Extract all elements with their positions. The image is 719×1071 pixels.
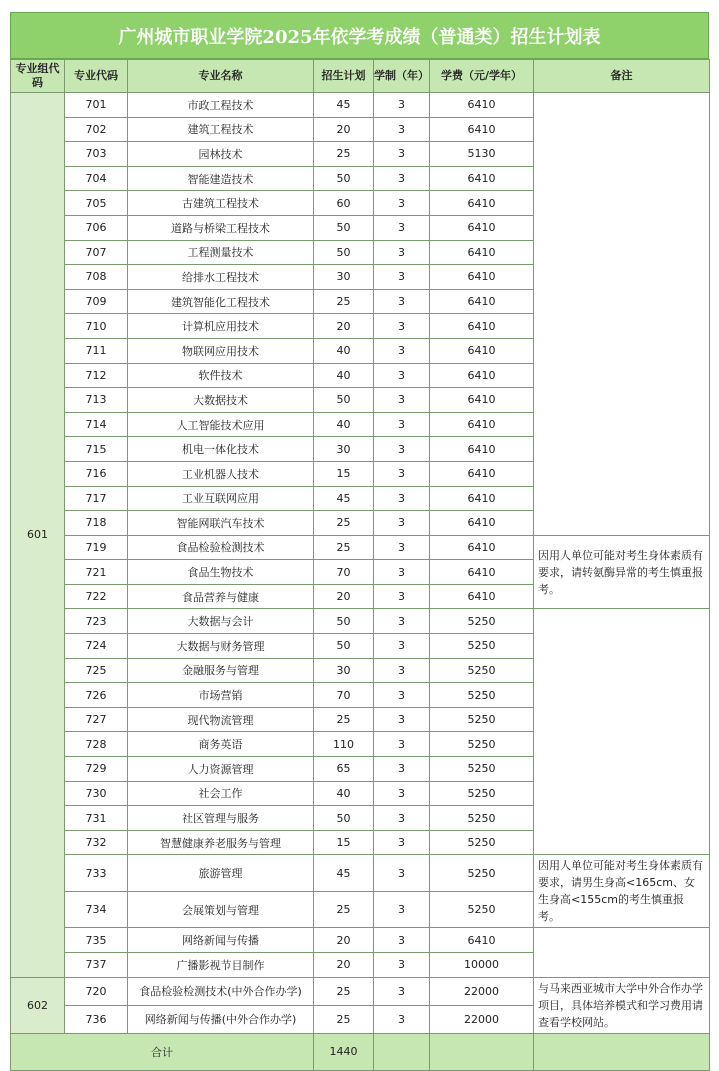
study-years: 3 bbox=[374, 891, 430, 928]
plan-count: 20 bbox=[314, 953, 374, 978]
major-name: 食品检验检测技术 bbox=[128, 535, 314, 560]
plan-count: 110 bbox=[314, 732, 374, 757]
plan-count: 40 bbox=[314, 412, 374, 437]
study-years: 3 bbox=[374, 584, 430, 609]
study-years: 3 bbox=[374, 461, 430, 486]
study-years: 3 bbox=[374, 732, 430, 757]
plan-document bbox=[10, 12, 709, 1071]
tuition-fee: 6410 bbox=[430, 486, 534, 511]
study-years: 3 bbox=[374, 117, 430, 142]
note-empty bbox=[534, 609, 710, 855]
plan-count: 30 bbox=[314, 658, 374, 683]
plan-count: 40 bbox=[314, 338, 374, 363]
plan-count: 25 bbox=[314, 707, 374, 732]
major-code: 721 bbox=[65, 560, 128, 585]
study-years: 3 bbox=[374, 658, 430, 683]
plan-count: 20 bbox=[314, 117, 374, 142]
major-name: 古建筑工程技术 bbox=[128, 191, 314, 216]
header-row bbox=[11, 60, 710, 93]
tuition-fee: 6410 bbox=[430, 93, 534, 118]
tuition-fee: 6410 bbox=[430, 388, 534, 413]
page-title: 广州城市职业学院2025年依学考成绩（普通类）招生计划表 bbox=[10, 12, 709, 59]
plan-count: 20 bbox=[314, 928, 374, 953]
study-years: 3 bbox=[374, 166, 430, 191]
major-code: 708 bbox=[65, 265, 128, 290]
study-years: 3 bbox=[374, 437, 430, 462]
major-code: 731 bbox=[65, 806, 128, 831]
header-notes: 备注 bbox=[534, 60, 710, 93]
major-name: 工业互联网应用 bbox=[128, 486, 314, 511]
plan-count: 20 bbox=[314, 584, 374, 609]
major-code: 723 bbox=[65, 609, 128, 634]
tuition-fee: 6410 bbox=[430, 511, 534, 536]
major-code: 710 bbox=[65, 314, 128, 339]
tuition-fee: 6410 bbox=[430, 265, 534, 290]
study-years: 3 bbox=[374, 289, 430, 314]
table-row bbox=[11, 609, 710, 634]
major-code: 727 bbox=[65, 707, 128, 732]
tuition-fee: 5250 bbox=[430, 781, 534, 806]
major-code: 714 bbox=[65, 412, 128, 437]
major-code: 722 bbox=[65, 584, 128, 609]
major-code: 711 bbox=[65, 338, 128, 363]
major-name: 食品生物技术 bbox=[128, 560, 314, 585]
study-years: 3 bbox=[374, 535, 430, 560]
tuition-fee: 5130 bbox=[430, 142, 534, 167]
header-major-code: 专业代码 bbox=[65, 60, 128, 93]
major-code: 735 bbox=[65, 928, 128, 953]
header-group-code: 专业组代码 bbox=[11, 60, 65, 93]
plan-count: 50 bbox=[314, 634, 374, 659]
tuition-fee: 5250 bbox=[430, 707, 534, 732]
plan-count: 50 bbox=[314, 388, 374, 413]
major-name: 物联网应用技术 bbox=[128, 338, 314, 363]
tuition-fee: 5250 bbox=[430, 658, 534, 683]
group-code: 601 bbox=[11, 93, 65, 978]
major-name: 智慧健康养老服务与管理 bbox=[128, 830, 314, 855]
tuition-fee: 6410 bbox=[430, 535, 534, 560]
total-row bbox=[11, 1033, 710, 1070]
major-code: 724 bbox=[65, 634, 128, 659]
major-code: 726 bbox=[65, 683, 128, 708]
total-plan: 1440 bbox=[314, 1033, 374, 1070]
major-name: 计算机应用技术 bbox=[128, 314, 314, 339]
major-name: 建筑工程技术 bbox=[128, 117, 314, 142]
plan-count: 25 bbox=[314, 1005, 374, 1033]
header-major-name: 专业名称 bbox=[128, 60, 314, 93]
header-fee: 学费（元/学年） bbox=[430, 60, 534, 93]
study-years: 3 bbox=[374, 757, 430, 782]
tuition-fee: 5250 bbox=[430, 806, 534, 831]
major-code: 702 bbox=[65, 117, 128, 142]
study-years: 3 bbox=[374, 609, 430, 634]
major-code: 709 bbox=[65, 289, 128, 314]
plan-count: 40 bbox=[314, 363, 374, 388]
total-empty-years bbox=[374, 1033, 430, 1070]
study-years: 3 bbox=[374, 806, 430, 831]
major-code: 720 bbox=[65, 977, 128, 1005]
major-name: 建筑智能化工程技术 bbox=[128, 289, 314, 314]
study-years: 3 bbox=[374, 93, 430, 118]
note-height: 因用人单位可能对考生身体素质有要求，请男生身高<165cm、女生身高<155cm的考生慎重报考。 bbox=[534, 855, 710, 928]
plan-count: 25 bbox=[314, 511, 374, 536]
tuition-fee: 6410 bbox=[430, 412, 534, 437]
tuition-fee: 6410 bbox=[430, 117, 534, 142]
tuition-fee: 6410 bbox=[430, 560, 534, 585]
tuition-fee: 6410 bbox=[430, 338, 534, 363]
plan-count: 30 bbox=[314, 437, 374, 462]
major-code: 715 bbox=[65, 437, 128, 462]
study-years: 3 bbox=[374, 707, 430, 732]
plan-count: 15 bbox=[314, 830, 374, 855]
plan-count: 25 bbox=[314, 977, 374, 1005]
tuition-fee: 6410 bbox=[430, 314, 534, 339]
table-body bbox=[11, 93, 710, 1071]
major-name: 大数据与会计 bbox=[128, 609, 314, 634]
plan-count: 60 bbox=[314, 191, 374, 216]
tuition-fee: 5250 bbox=[430, 609, 534, 634]
tuition-fee: 6410 bbox=[430, 215, 534, 240]
major-name: 人工智能技术应用 bbox=[128, 412, 314, 437]
major-name: 给排水工程技术 bbox=[128, 265, 314, 290]
major-name: 园林技术 bbox=[128, 142, 314, 167]
plan-count: 70 bbox=[314, 560, 374, 585]
major-code: 733 bbox=[65, 855, 128, 892]
table-row bbox=[11, 535, 710, 560]
plan-count: 65 bbox=[314, 757, 374, 782]
major-code: 716 bbox=[65, 461, 128, 486]
tuition-fee: 22000 bbox=[430, 977, 534, 1005]
tuition-fee: 6410 bbox=[430, 191, 534, 216]
tuition-fee: 5250 bbox=[430, 891, 534, 928]
study-years: 3 bbox=[374, 683, 430, 708]
study-years: 3 bbox=[374, 830, 430, 855]
study-years: 3 bbox=[374, 486, 430, 511]
tuition-fee: 6410 bbox=[430, 289, 534, 314]
study-years: 3 bbox=[374, 338, 430, 363]
tuition-fee: 6410 bbox=[430, 437, 534, 462]
total-label: 合计 bbox=[11, 1033, 314, 1070]
study-years: 3 bbox=[374, 781, 430, 806]
plan-count: 45 bbox=[314, 486, 374, 511]
tuition-fee: 5250 bbox=[430, 634, 534, 659]
major-code: 728 bbox=[65, 732, 128, 757]
major-name: 机电一体化技术 bbox=[128, 437, 314, 462]
major-code: 719 bbox=[65, 535, 128, 560]
major-name: 会展策划与管理 bbox=[128, 891, 314, 928]
study-years: 3 bbox=[374, 953, 430, 978]
major-name: 现代物流管理 bbox=[128, 707, 314, 732]
study-years: 3 bbox=[374, 855, 430, 892]
table-row bbox=[11, 928, 710, 953]
plan-count: 50 bbox=[314, 215, 374, 240]
major-code: 713 bbox=[65, 388, 128, 413]
major-code: 704 bbox=[65, 166, 128, 191]
plan-count: 50 bbox=[314, 806, 374, 831]
note-joint: 与马来西亚城市大学中外合作办学项目，具体培养模式和学习费用请查看学校网站。 bbox=[534, 977, 710, 1033]
tuition-fee: 6410 bbox=[430, 928, 534, 953]
major-code: 707 bbox=[65, 240, 128, 265]
plan-count: 25 bbox=[314, 289, 374, 314]
header-plan: 招生计划 bbox=[314, 60, 374, 93]
major-code: 703 bbox=[65, 142, 128, 167]
major-name: 大数据技术 bbox=[128, 388, 314, 413]
major-name: 商务英语 bbox=[128, 732, 314, 757]
note-food: 因用人单位可能对考生身体素质有要求，请转氨酶异常的考生慎重报考。 bbox=[534, 535, 710, 609]
major-code: 732 bbox=[65, 830, 128, 855]
study-years: 3 bbox=[374, 363, 430, 388]
major-code: 725 bbox=[65, 658, 128, 683]
study-years: 3 bbox=[374, 265, 430, 290]
major-name: 广播影视节目制作 bbox=[128, 953, 314, 978]
table-row bbox=[11, 977, 710, 1005]
plan-count: 25 bbox=[314, 535, 374, 560]
major-name: 大数据与财务管理 bbox=[128, 634, 314, 659]
major-code: 706 bbox=[65, 215, 128, 240]
enrollment-plan-table bbox=[10, 59, 710, 1071]
study-years: 3 bbox=[374, 314, 430, 339]
major-name: 智能网联汽车技术 bbox=[128, 511, 314, 536]
tuition-fee: 6410 bbox=[430, 584, 534, 609]
plan-count: 20 bbox=[314, 314, 374, 339]
major-code: 718 bbox=[65, 511, 128, 536]
plan-count: 50 bbox=[314, 609, 374, 634]
major-name: 食品营养与健康 bbox=[128, 584, 314, 609]
plan-count: 45 bbox=[314, 855, 374, 892]
study-years: 3 bbox=[374, 388, 430, 413]
header-years: 学制（年） bbox=[374, 60, 430, 93]
study-years: 3 bbox=[374, 412, 430, 437]
plan-count: 30 bbox=[314, 265, 374, 290]
major-name: 道路与桥梁工程技术 bbox=[128, 215, 314, 240]
plan-count: 25 bbox=[314, 891, 374, 928]
major-name: 旅游管理 bbox=[128, 855, 314, 892]
tuition-fee: 6410 bbox=[430, 363, 534, 388]
major-name: 社会工作 bbox=[128, 781, 314, 806]
tuition-fee: 5250 bbox=[430, 830, 534, 855]
plan-count: 45 bbox=[314, 93, 374, 118]
major-code: 729 bbox=[65, 757, 128, 782]
plan-count: 70 bbox=[314, 683, 374, 708]
major-name: 网络新闻与传播 bbox=[128, 928, 314, 953]
study-years: 3 bbox=[374, 977, 430, 1005]
plan-count: 25 bbox=[314, 142, 374, 167]
major-name: 人力资源管理 bbox=[128, 757, 314, 782]
major-name: 社区管理与服务 bbox=[128, 806, 314, 831]
group-code: 602 bbox=[11, 977, 65, 1033]
major-name: 智能建造技术 bbox=[128, 166, 314, 191]
major-name: 工业机器人技术 bbox=[128, 461, 314, 486]
major-code: 701 bbox=[65, 93, 128, 118]
study-years: 3 bbox=[374, 634, 430, 659]
major-name: 金融服务与管理 bbox=[128, 658, 314, 683]
total-empty-notes bbox=[534, 1033, 710, 1070]
tuition-fee: 6410 bbox=[430, 166, 534, 191]
major-code: 712 bbox=[65, 363, 128, 388]
major-name: 市场营销 bbox=[128, 683, 314, 708]
study-years: 3 bbox=[374, 191, 430, 216]
table-row bbox=[11, 93, 710, 118]
note-empty bbox=[534, 928, 710, 977]
study-years: 3 bbox=[374, 240, 430, 265]
major-name: 软件技术 bbox=[128, 363, 314, 388]
major-code: 730 bbox=[65, 781, 128, 806]
study-years: 3 bbox=[374, 215, 430, 240]
plan-count: 50 bbox=[314, 240, 374, 265]
tuition-fee: 5250 bbox=[430, 683, 534, 708]
major-code: 737 bbox=[65, 953, 128, 978]
major-name: 市政工程技术 bbox=[128, 93, 314, 118]
major-name: 食品检验检测技术(中外合作办学) bbox=[128, 977, 314, 1005]
tuition-fee: 5250 bbox=[430, 732, 534, 757]
study-years: 3 bbox=[374, 1005, 430, 1033]
study-years: 3 bbox=[374, 511, 430, 536]
note-empty bbox=[534, 93, 710, 536]
table-row bbox=[11, 855, 710, 892]
major-code: 734 bbox=[65, 891, 128, 928]
tuition-fee: 22000 bbox=[430, 1005, 534, 1033]
study-years: 3 bbox=[374, 928, 430, 953]
tuition-fee: 5250 bbox=[430, 757, 534, 782]
plan-count: 50 bbox=[314, 166, 374, 191]
plan-count: 40 bbox=[314, 781, 374, 806]
plan-count: 15 bbox=[314, 461, 374, 486]
tuition-fee: 6410 bbox=[430, 461, 534, 486]
total-empty-fee bbox=[430, 1033, 534, 1070]
tuition-fee: 5250 bbox=[430, 855, 534, 892]
major-name: 网络新闻与传播(中外合作办学) bbox=[128, 1005, 314, 1033]
major-code: 705 bbox=[65, 191, 128, 216]
study-years: 3 bbox=[374, 560, 430, 585]
major-code: 717 bbox=[65, 486, 128, 511]
study-years: 3 bbox=[374, 142, 430, 167]
major-code: 736 bbox=[65, 1005, 128, 1033]
tuition-fee: 6410 bbox=[430, 240, 534, 265]
tuition-fee: 10000 bbox=[430, 953, 534, 978]
major-name: 工程测量技术 bbox=[128, 240, 314, 265]
